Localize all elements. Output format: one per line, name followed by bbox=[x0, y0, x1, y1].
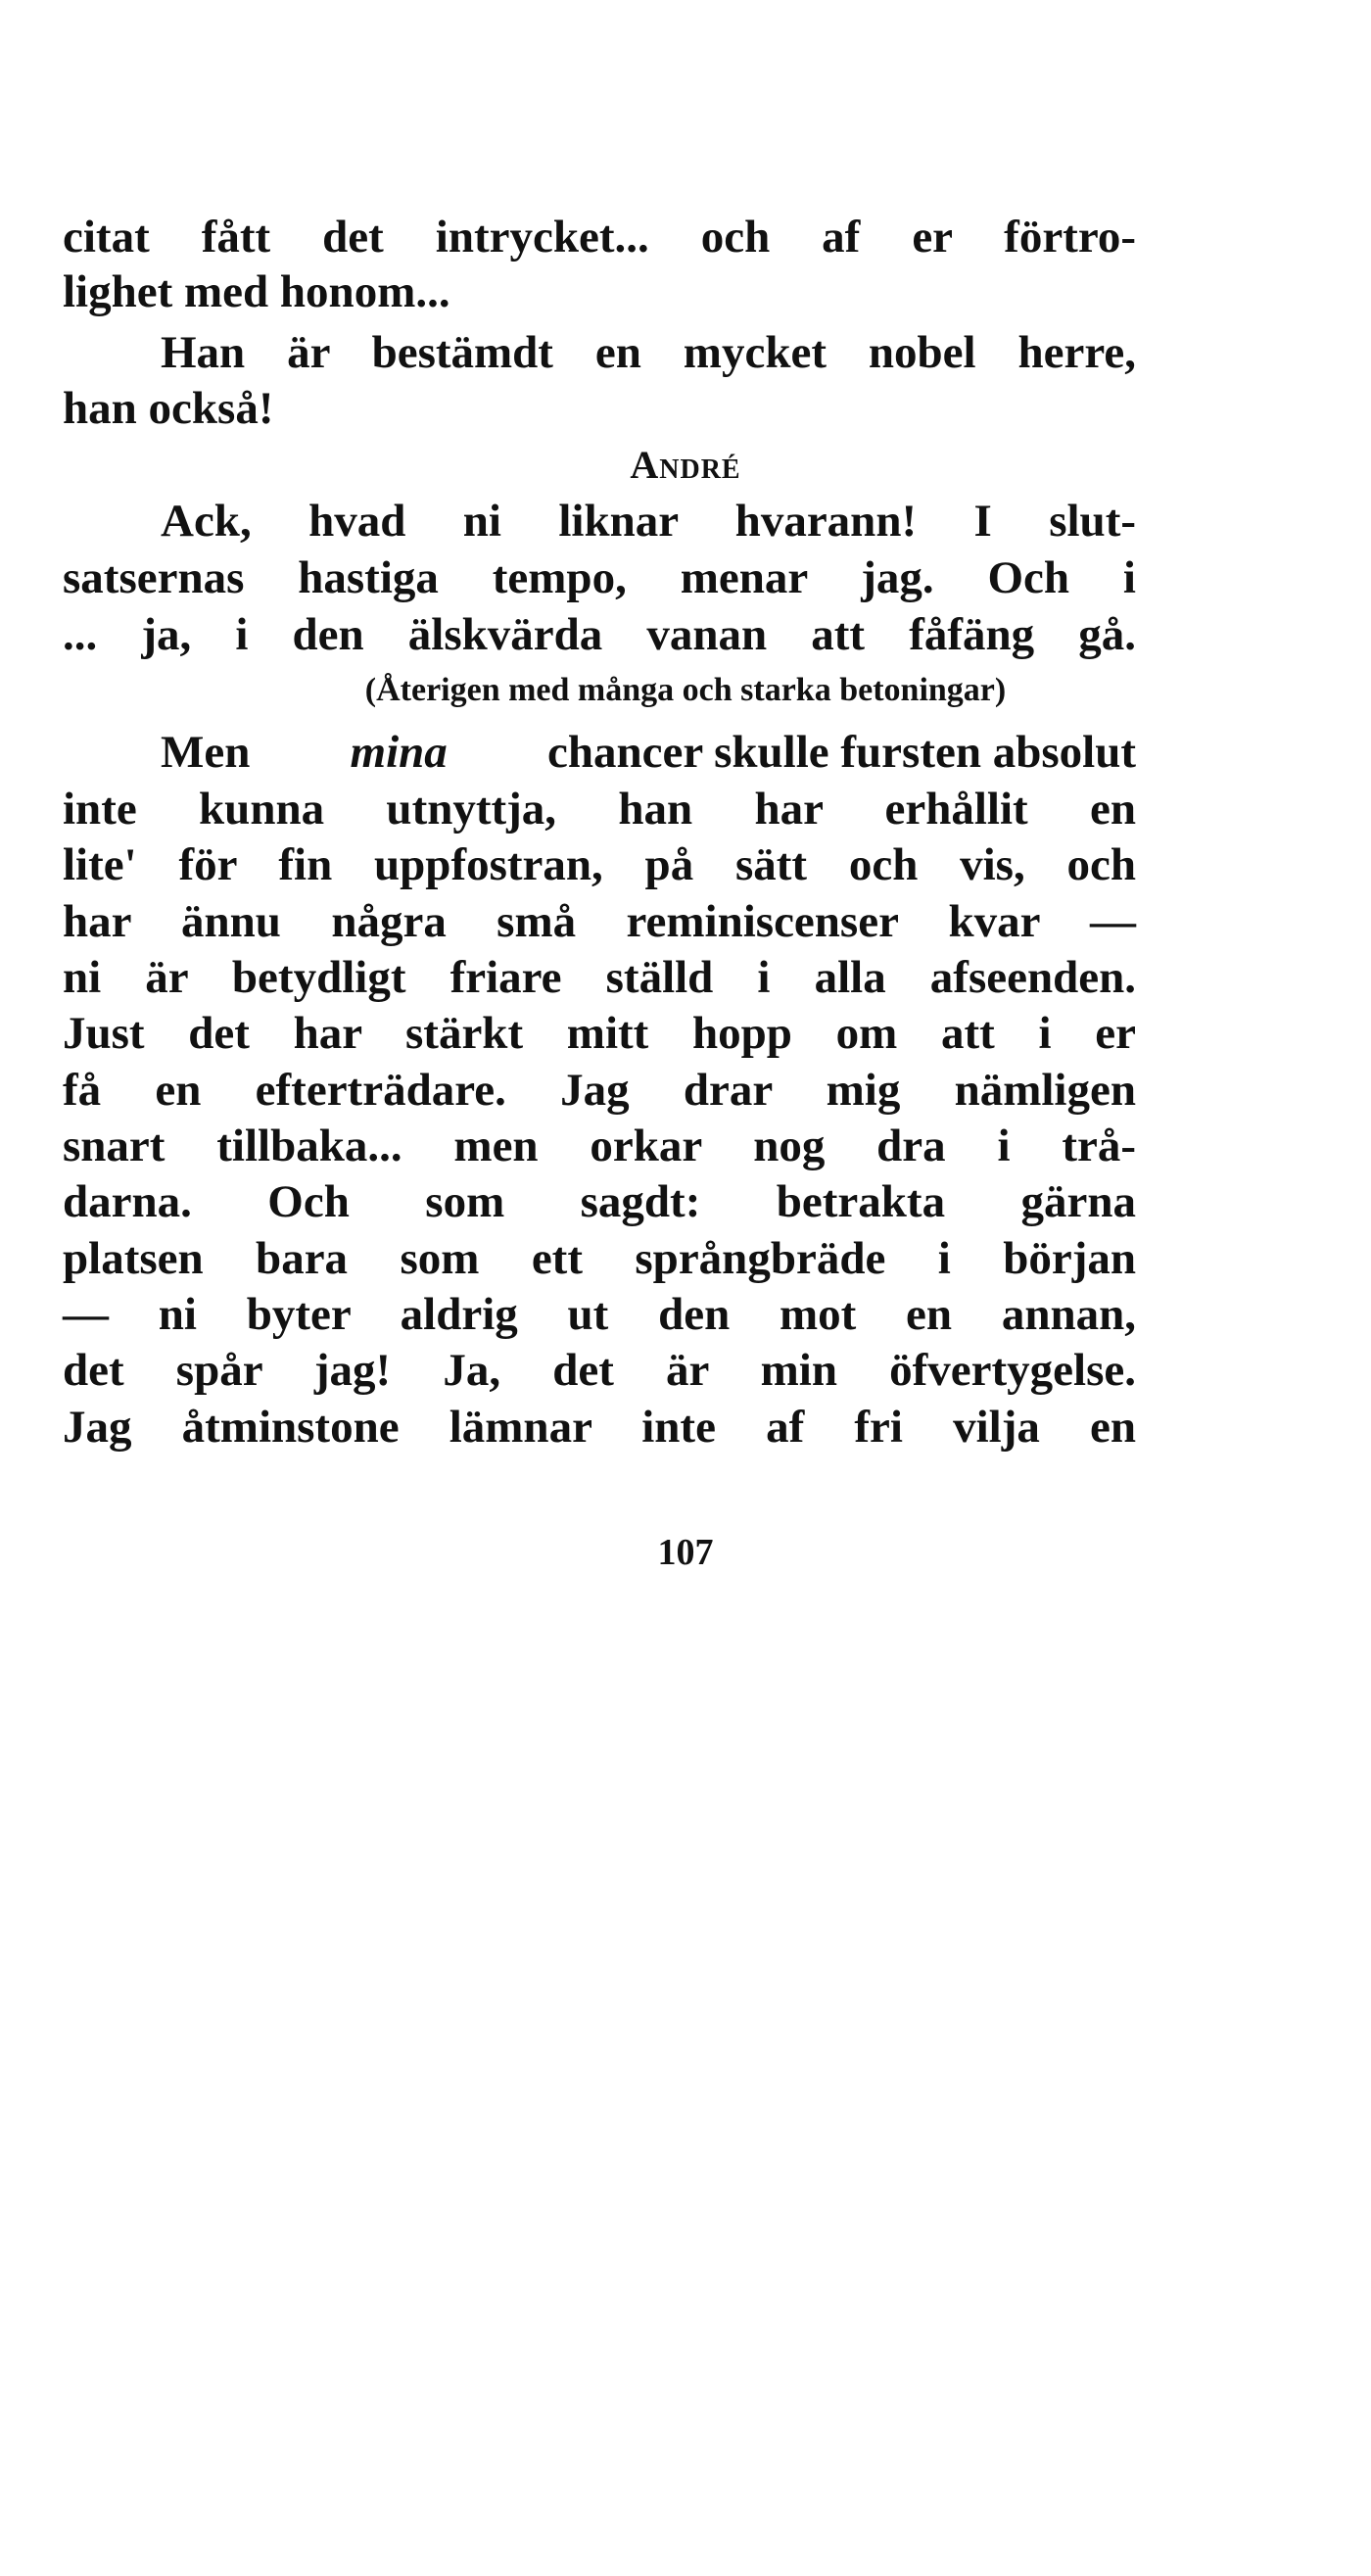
text-line bbox=[161, 723, 1136, 782]
text-line: snart tillbaka... men orkar nog dra i trå- bbox=[63, 1121, 1136, 1171]
text-line: — ni byter aldrig ut den mot en annan, bbox=[63, 1289, 1136, 1340]
text-line: Han är bestämdt en mycket nobel herre, bbox=[161, 327, 1136, 378]
text-line: Just det har stärkt mitt hopp om att i er bbox=[63, 1008, 1136, 1059]
stage-direction: (Återigen med många och starka betoningar) bbox=[364, 672, 1007, 708]
text-line-rest: chancer skulle fursten absolut bbox=[546, 727, 1136, 778]
text-line: ni är betydligt friare ställd i alla afseenden. bbox=[63, 952, 1136, 1003]
text-line: det spår jag! Ja, det är min öfvertygelse. bbox=[63, 1345, 1136, 1396]
text-line: inte kunna utnyttja, han har erhållit en bbox=[63, 784, 1136, 835]
text-line: ... ja, i den älskvärda vanan att fåfäng gå. bbox=[63, 609, 1136, 660]
men-word: Men bbox=[161, 727, 251, 778]
text-line: citat fått det intrycket... och af er förtro- bbox=[63, 212, 1136, 262]
text-line: Jag åtminstone lämnar inte af fri vilja en bbox=[63, 1402, 1136, 1453]
text-line: darna. Och som sagdt: betrakta gärna bbox=[63, 1176, 1136, 1227]
text-line: har ännu några små reminiscenser kvar — bbox=[63, 896, 1136, 947]
text-line: satsernas hastiga tempo, menar jag. Och i bbox=[63, 552, 1136, 603]
speaker-name: André bbox=[630, 443, 741, 487]
text-line: lite' för fin uppfostran, på sätt och vis, och bbox=[63, 839, 1136, 890]
text-line: han också! bbox=[63, 383, 274, 434]
mina-word: mina bbox=[350, 727, 448, 778]
text-line: få en efterträdare. Jag drar mig nämligen bbox=[63, 1065, 1136, 1116]
text-line: lighet med honom... bbox=[63, 266, 450, 317]
page-number: 107 bbox=[657, 1532, 714, 1573]
text-line: Ack, hvad ni liknar hvarann! I slut- bbox=[161, 496, 1136, 547]
text-line: platsen bara som ett språngbräde i början bbox=[63, 1233, 1136, 1284]
